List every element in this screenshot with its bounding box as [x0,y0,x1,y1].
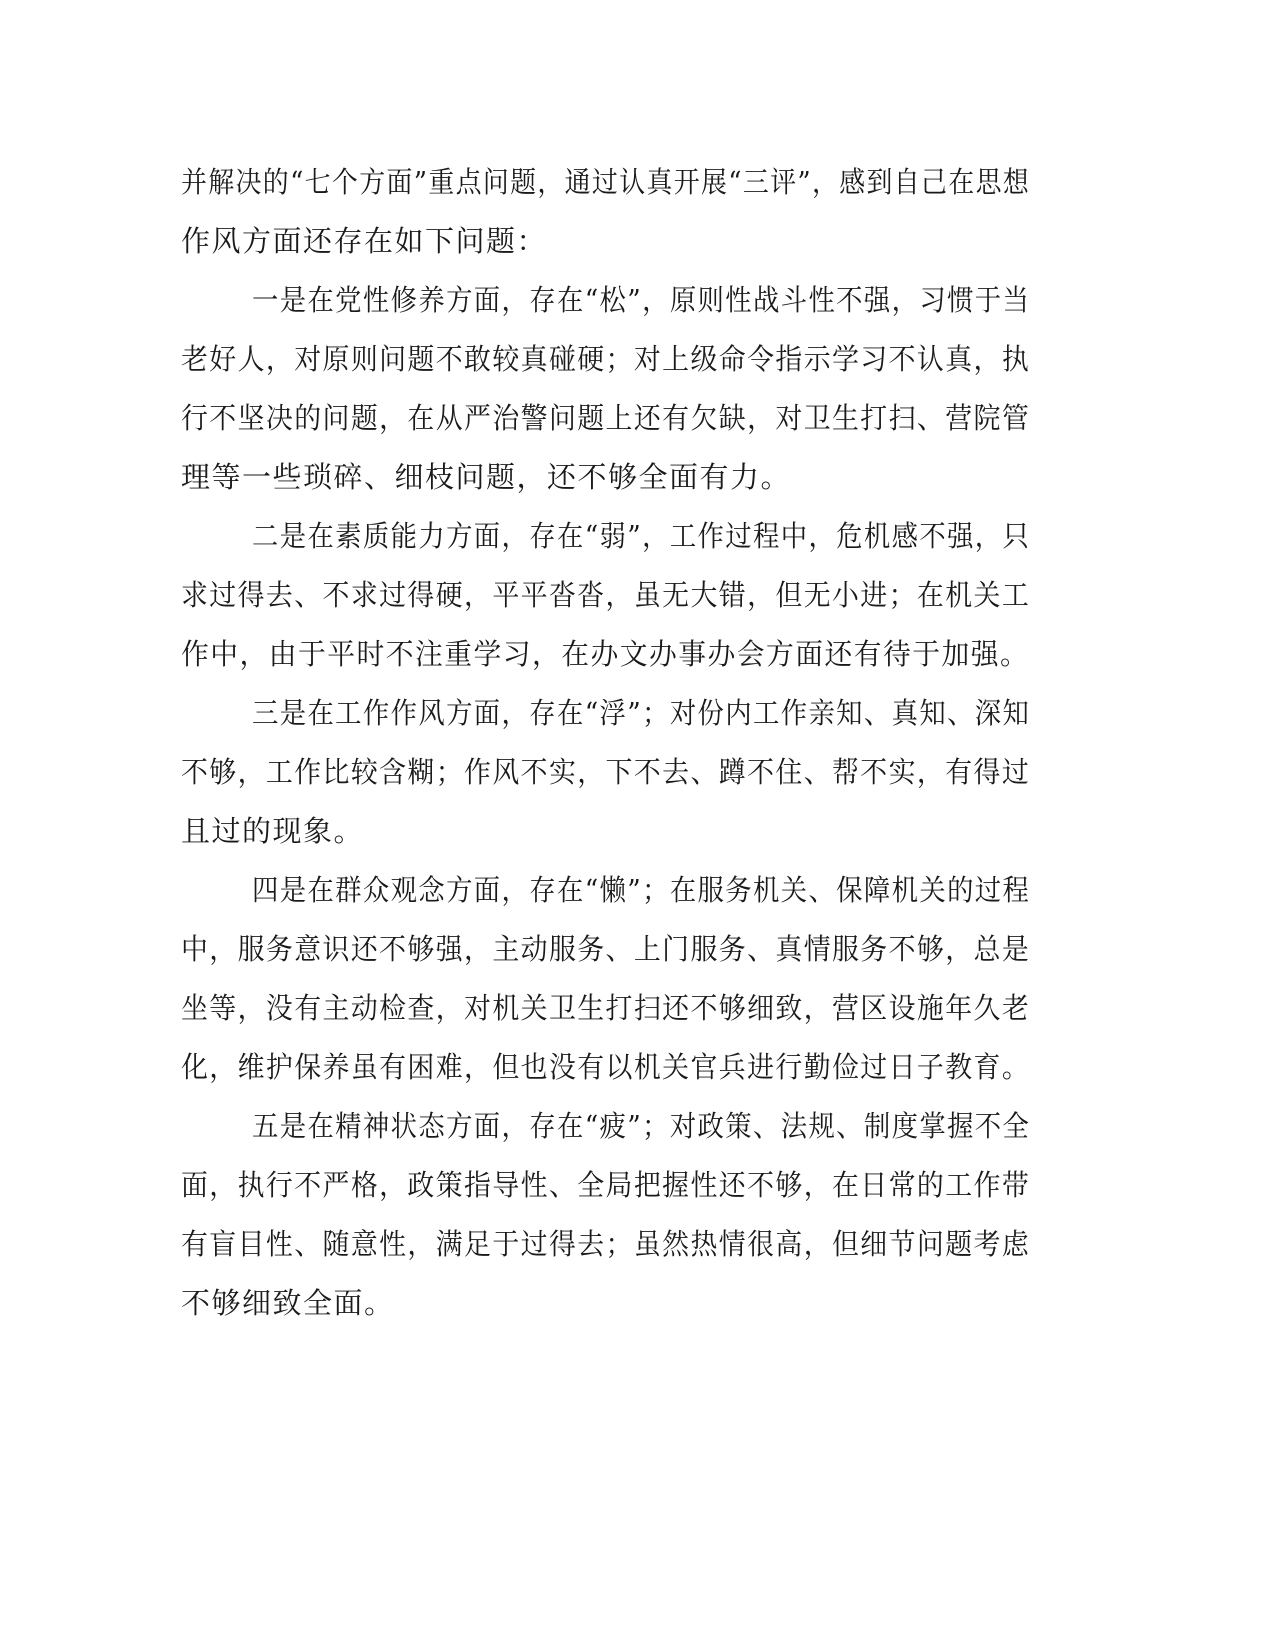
paragraph-2-line: 作中，由于平时不注重学习，在办文办事办会方面还有待于加强。 [181,637,1030,671]
paragraph-5-line: 有盲目性、随意性，满足于过得去；虽然热情很高，但细节问题考虑 [181,1227,1031,1261]
paragraph-4-line: 坐等，没有主动检查，对机关卫生打扫还不够细致，营区设施年久老 [181,991,1031,1025]
paragraph-2-line: 求过得去、不求过得硬，平平沓沓，虽无大错，但无小进；在机关工 [181,578,1031,612]
paragraph-5-line: 五是在精神状态方面，存在“疲”；对政策、法规、制度掌握不全 [252,1109,1031,1143]
text-line: 并解决的“七个方面”重点问题，通过认真开展“三评”，感到自己在思想 [181,165,1031,199]
paragraph-4-line: 中，服务意识还不够强，主动服务、上门服务、真情服务不够，总是 [181,932,1031,966]
paragraph-4-line: 化，维护保养虽有困难，但也没有以机关官兵进行勤俭过日子教育。 [181,1050,1031,1084]
paragraph-3-line: 不够，工作比较含糊；作风不实，下不去、蹲不住、帮不实，有得过 [181,755,1031,789]
paragraph-1-line: 一是在党性修养方面，存在“松”，原则性战斗性不强，习惯于当 [252,283,1031,317]
paragraph-1-line: 老好人，对原则问题不敢较真碰硬；对上级命令指示学习不认真，执 [181,342,1031,376]
paragraph-2-line: 二是在素质能力方面，存在“弱”，工作过程中，危机感不强，只 [252,519,1031,553]
paragraph-1-line: 理等一些琐碎、细枝问题，还不够全面有力。 [181,460,792,494]
paragraph-1-line: 行不坚决的问题，在从严治警问题上还有欠缺，对卫生打扫、营院管 [181,401,1031,435]
paragraph-3-line: 且过的现象。 [181,814,365,848]
paragraph-5-line: 不够细致全面。 [181,1286,395,1320]
paragraph-3-line: 三是在工作作风方面，存在“浮”；对份内工作亲知、真知、深知 [252,696,1031,730]
paragraph-4-line: 四是在群众观念方面，存在“懒”；在服务机关、保障机关的过程 [252,873,1031,907]
paragraph-5-line: 面，执行不严格，政策指导性、全局把握性还不够，在日常的工作带 [181,1168,1031,1202]
text-line: 作风方面还存在如下问题： [181,224,548,258]
